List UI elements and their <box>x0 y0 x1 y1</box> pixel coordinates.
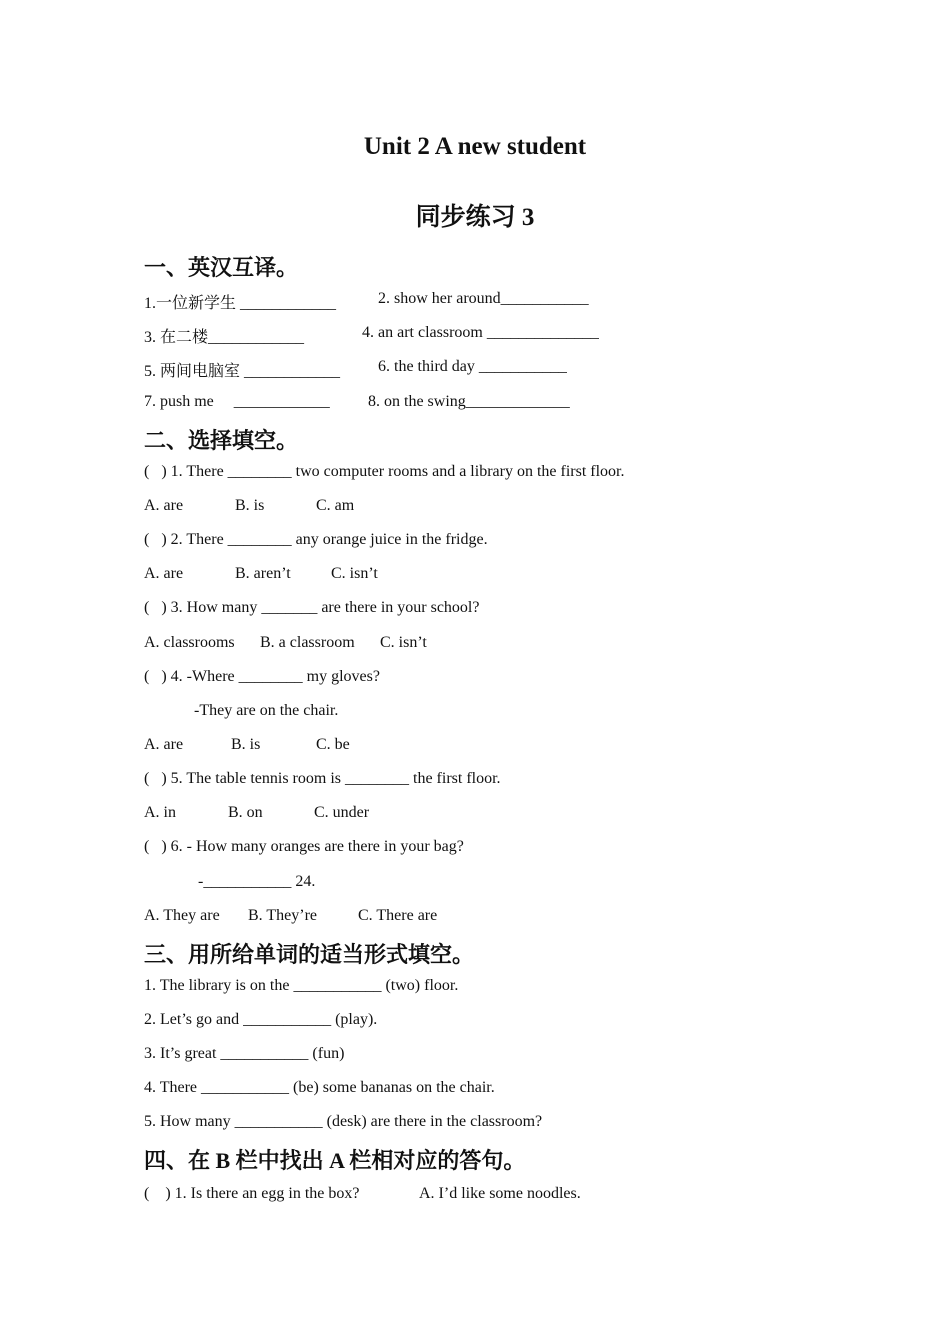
option-b: B. aren’t <box>235 565 291 582</box>
match-item-a: ( ) 1. Is there an egg in the box? <box>144 1185 360 1202</box>
question-stem: ( ) 3. How many _______ are there in your school? <box>144 599 480 616</box>
option-b: B. on <box>228 804 263 821</box>
question-stem: ( ) 4. -Where ________ my gloves? <box>144 668 380 685</box>
option-a: A. are <box>144 736 184 753</box>
section-3-heading: 三、用所给单词的适当形式填空。 <box>144 942 475 967</box>
match-item-b: A. I’d like some noodles. <box>419 1185 581 1202</box>
option-c: C. am <box>316 497 355 514</box>
translation-item: 3. 在二楼____________ <box>144 329 305 346</box>
option-a: A. classrooms <box>144 634 235 651</box>
option-a: A. They are <box>144 907 220 924</box>
option-a: A. in <box>144 804 176 821</box>
option-b: B. a classroom <box>260 634 355 651</box>
question-stem: ( ) 1. There ________ two computer rooms and a library on the first floor. <box>144 463 625 480</box>
option-c: C. be <box>316 736 350 753</box>
translation-item: 5. 两间电脑室 ____________ <box>144 363 341 380</box>
fill-item: 4. There ___________ (be) some bananas on the chair. <box>144 1079 495 1096</box>
section-1-heading: 一、英汉互译。 <box>144 255 299 280</box>
translation-item: 4. an art classroom ______________ <box>362 324 599 341</box>
answer-line: -They are on the chair. <box>194 702 339 719</box>
translation-item: 6. the third day ___________ <box>378 358 567 375</box>
option-c: C. isn’t <box>380 634 427 651</box>
section-4-heading: 四、在 B 栏中找出 A 栏相对应的答句。 <box>144 1148 526 1173</box>
option-c: C. There are <box>358 907 438 924</box>
option-c: C. isn’t <box>331 565 378 582</box>
translation-item: 2. show her around___________ <box>378 290 589 307</box>
fill-item: 1. The library is on the ___________ (two) floor. <box>144 977 459 994</box>
fill-item: 3. It’s great ___________ (fun) <box>144 1045 345 1062</box>
option-b: B. is <box>235 497 265 514</box>
fill-item: 2. Let’s go and ___________ (play). <box>144 1011 378 1028</box>
question-stem: ( ) 6. - How many oranges are there in your bag? <box>144 838 464 855</box>
translation-item: 8. on the swing_____________ <box>368 393 570 410</box>
translation-item: 7. push me ____________ <box>144 393 330 410</box>
page-title: Unit 2 A new student <box>363 133 587 160</box>
translation-item: 1.一位新学生 ____________ <box>144 295 337 312</box>
option-b: B. They’re <box>248 907 318 924</box>
option-b: B. is <box>231 736 261 753</box>
option-a: A. are <box>144 565 184 582</box>
question-stem: ( ) 5. The table tennis room is ________ the first floor. <box>144 770 501 787</box>
answer-line: -___________ 24. <box>198 873 316 890</box>
section-2-heading: 二、选择填空。 <box>144 428 299 453</box>
fill-item: 5. How many ___________ (desk) are there in the classroom? <box>144 1113 543 1130</box>
page-subtitle: 同步练习 3 <box>415 204 535 231</box>
question-stem: ( ) 2. There ________ any orange juice in the fridge. <box>144 531 488 548</box>
option-c: C. under <box>314 804 370 821</box>
option-a: A. are <box>144 497 184 514</box>
